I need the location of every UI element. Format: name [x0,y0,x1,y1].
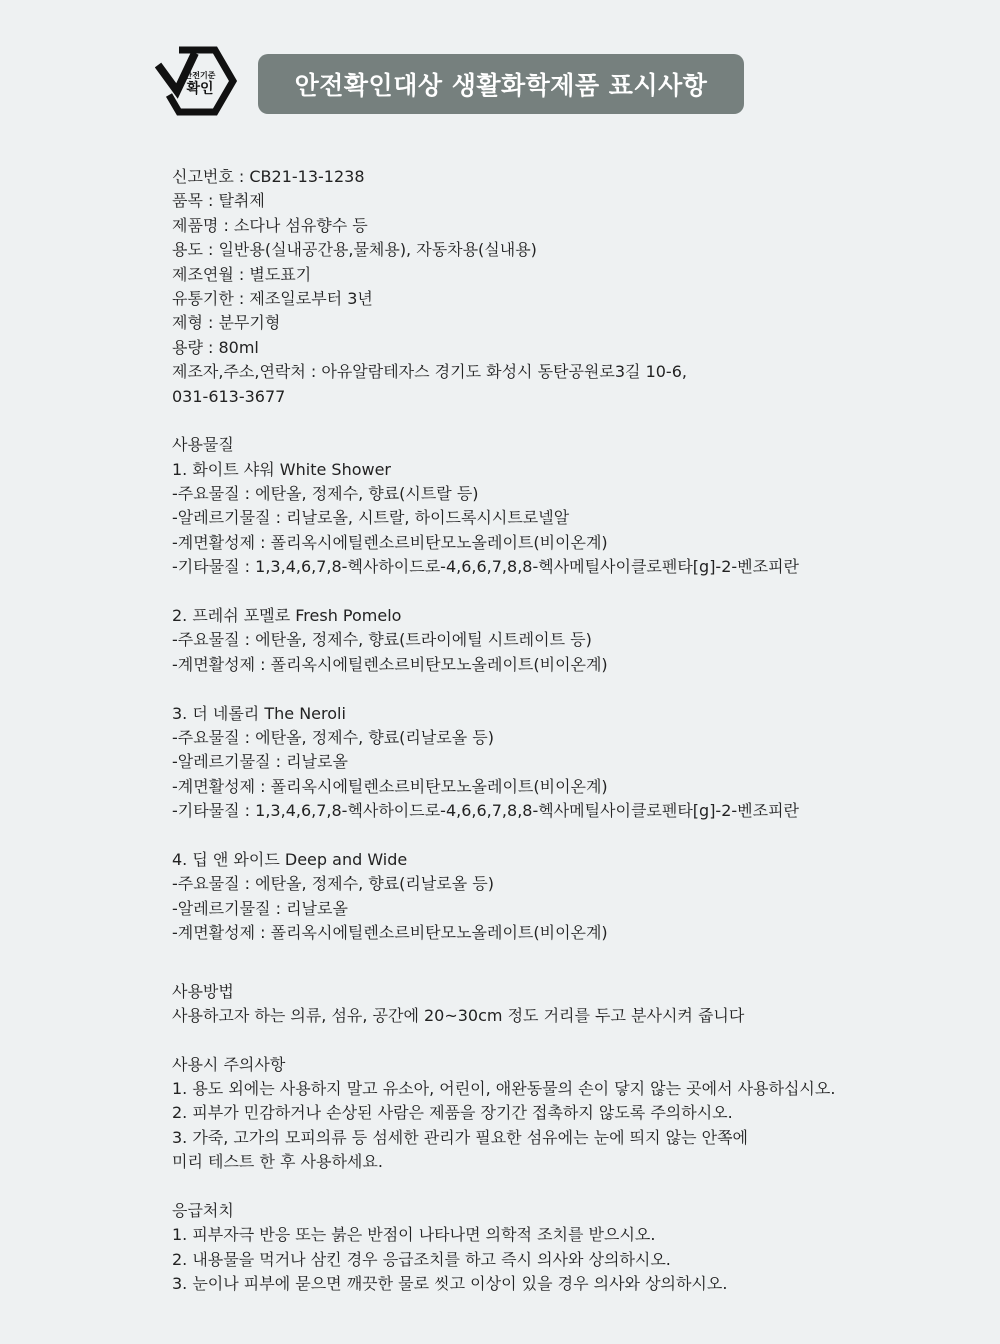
substance-line: -계면활성제 : 폴리옥시에틸렌소르비탄모노올레이트(비이온계) [172,654,608,674]
first-aid-section [172,1199,972,1297]
info-form: 제형 : 분무기형 [172,313,281,333]
title-banner [258,54,744,114]
caution-heading: 사용시 주의사항 [172,1054,286,1074]
info-purpose: 용도 : 일반용(실내공간용,물체용), 자동차용(실내용) [172,240,537,260]
substances-section [172,433,972,945]
substance-line: -기타물질 : 1,3,4,6,7,8-헥사하이드로-4,6,6,7,8,8-헥사메틸사이클로펜타[g]-2-벤조피란 [172,557,799,577]
product-name: 3. 더 네롤리 The Neroli [172,703,346,723]
caution-line: 3. 가죽, 고가의 모피의류 등 섬세한 관리가 필요한 섬유에는 눈에 띄지 않는 안쪽에 [172,1127,748,1147]
info-product-name: 제품명 : 소다나 섬유향수 등 [172,215,368,235]
substance-line: -기타물질 : 1,3,4,6,7,8-헥사하이드로-4,6,6,7,8,8-헥사메틸사이클로펜타[g]-2-벤조피란 [172,801,799,821]
caution-section [172,1053,972,1175]
substance-line: -계면활성제 : 폴리옥시에틸렌소르비탄모노올레이트(비이온계) [172,532,608,552]
substance-line: -계면활성제 : 폴리옥시에틸렌소르비탄모노올레이트(비이온계) [172,923,608,943]
first-aid-heading: 응급처치 [172,1201,234,1221]
info-volume: 용량 : 80ml [172,337,259,357]
safety-check-logo [155,45,237,117]
caution-line: 미리 테스트 한 후 사용하세요. [172,1152,383,1172]
substance-line: -주요물질 : 에탄올, 정제수, 향료(트라이에틸 시트레이트 등) [172,630,592,650]
info-report-number: 신고번호 : CB21-13-1238 [172,167,365,186]
info-expiry: 유통기한 : 제조일로부터 3년 [172,288,373,308]
substance-line: -주요물질 : 에탄올, 정제수, 향료(시트랄 등) [172,484,479,504]
substance-line: -알레르기물질 : 리날로올 [172,898,348,918]
first-aid-line: 1. 피부자극 반응 또는 붉은 반점이 나타나면 의학적 조치를 받으시오. [172,1225,656,1245]
label-content [172,165,972,1297]
product-name: 1. 화이트 샤워 White Shower [172,459,392,479]
substance-line: -주요물질 : 에탄올, 정제수, 향료(리날로올 등) [172,874,495,894]
info-phone: 031-613-3677 [172,386,286,406]
caution-line: 2. 피부가 민감하거나 손상된 사람은 제품을 장기간 접촉하지 않도록 주의하시오. [172,1103,733,1123]
page-title: 안전확인대상 생활화학제품 표시사항 [294,71,708,100]
substance-line: -계면활성제 : 폴리옥시에틸렌소르비탄모노올레이트(비이온계) [172,776,608,796]
caution-line: 1. 용도 외에는 사용하지 말고 유소아, 어린이, 애완동물의 손이 닿지 않는 곳에서 사용하십시오. [172,1079,836,1099]
info-item: 품목 : 탈취제 [172,191,265,211]
product-name: 2. 프레쉬 포멜로 Fresh Pomelo [172,606,402,626]
product-info [172,165,972,409]
product-name: 4. 딥 앤 와이드 Deep and Wide [172,849,408,869]
usage-text: 사용하고자 하는 의류, 섬유, 공간에 20~30cm 정도 거리를 두고 분사시켜 줍니다 [172,1005,745,1025]
substance-line: -주요물질 : 에탄올, 정제수, 향료(리날로올 등) [172,727,495,747]
usage-section [172,980,972,1029]
info-manufacturer: 제조자,주소,연락처 : 아유알람테자스 경기도 화성시 동탄공원로3길 10-6, [172,362,687,382]
logo-large-text: 확인 [186,81,214,97]
substance-line: -알레르기물질 : 리날로올 [172,752,348,772]
first-aid-line: 2. 내용물을 먹거나 삼킨 경우 응급조치를 하고 즉시 의사와 상의하시오. [172,1249,671,1269]
first-aid-line: 3. 눈이나 피부에 묻으면 깨끗한 물로 씻고 이상이 있을 경우 의사와 상의하시오. [172,1274,728,1294]
substances-heading: 사용물질 [172,435,234,455]
substance-line: -알레르기물질 : 리날로올, 시트랄, 하이드록시시트로넬알 [172,508,570,528]
usage-heading: 사용방법 [172,981,234,1001]
logo-small-text: 안전기준 [184,71,216,80]
info-manufacture-date: 제조연월 : 별도표기 [172,264,312,284]
